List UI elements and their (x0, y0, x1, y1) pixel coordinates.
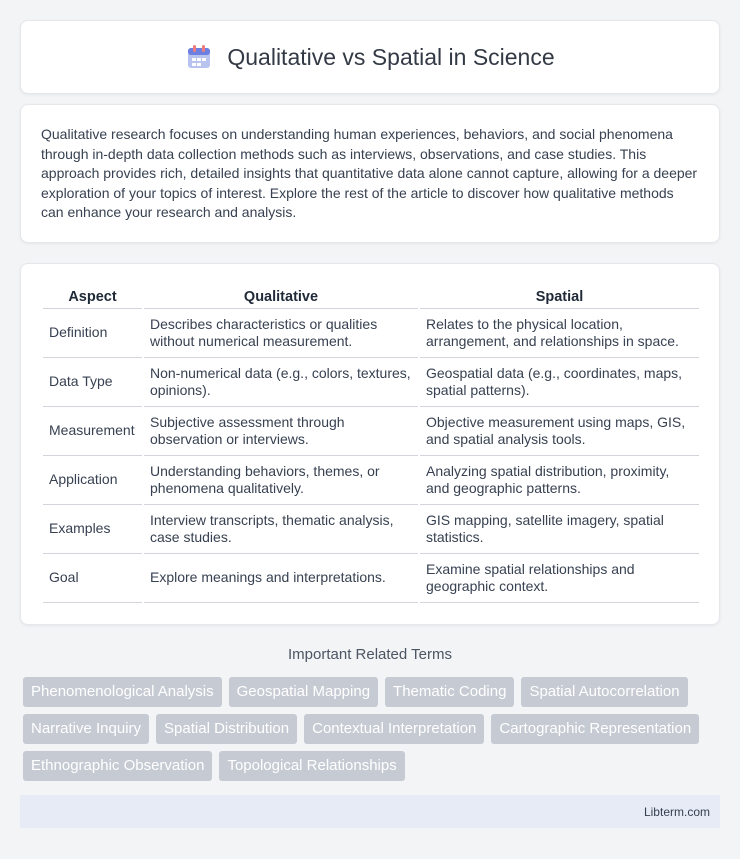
spatial-cell: Analyzing spatial distribution, proximity, and geographic patterns. (419, 456, 699, 505)
table-row (43, 309, 699, 358)
footer (20, 795, 720, 828)
aspect-cell: Measurement (43, 407, 143, 456)
aspect-cell: Examples (43, 505, 143, 554)
related-term-tag[interactable]: Topological Relationships (219, 751, 404, 781)
intro-card (20, 104, 720, 243)
spatial-cell: Geospatial data (e.g., coordinates, maps, spatial patterns). (419, 358, 699, 407)
comparison-card (20, 263, 720, 625)
table-row (43, 407, 699, 456)
related-term-tag[interactable]: Contextual Interpretation (304, 714, 484, 744)
table-header-row (43, 286, 699, 309)
related-term-tag[interactable]: Spatial Distribution (156, 714, 297, 744)
aspect-cell: Definition (43, 309, 143, 358)
related-term-tag[interactable]: Thematic Coding (385, 677, 514, 707)
table-row (43, 505, 699, 554)
footer-site-link[interactable]: Libterm.com (643, 805, 710, 819)
header-qualitative: Qualitative (143, 286, 419, 309)
qualitative-cell: Non-numerical data (e.g., colors, textures, opinions). (143, 358, 419, 407)
qualitative-cell: Describes characteristics or qualities without numerical measurement. (143, 309, 419, 358)
related-terms-list (23, 677, 723, 788)
spatial-cell: Examine spatial relationships and geographic context. (419, 554, 699, 603)
related-term-tag[interactable]: Cartographic Representation (491, 714, 699, 744)
header-aspect: Aspect (43, 286, 143, 309)
related-term-tag[interactable]: Ethnographic Observation (23, 751, 212, 781)
related-term-tag[interactable]: Geospatial Mapping (229, 677, 378, 707)
spatial-cell: Objective measurement using maps, GIS, and spatial analysis tools. (419, 407, 699, 456)
intro-text: Qualitative research focuses on understanding human experiences, behaviors, and social phenomena through in-depth data collection methods such as interviews, observations, and case studies. This approach provides rich, detailed insights that quantitative data alone cannot capture, allowing for a deeper exploration of your topics of interest. Explore the rest of the article to discover how qualitative methods can enhance your research and analysis. (41, 126, 698, 221)
related-term-tag[interactable]: Spatial Autocorrelation (521, 677, 687, 707)
header-card (20, 20, 720, 94)
qualitative-cell: Understanding behaviors, themes, or phenomena qualitatively. (143, 456, 419, 505)
spatial-cell: GIS mapping, satellite imagery, spatial statistics. (419, 505, 699, 554)
header-spatial: Spatial (419, 286, 699, 309)
qualitative-cell: Subjective assessment through observation or interviews. (143, 407, 419, 456)
page-title: Qualitative vs Spatial in Science (227, 43, 555, 70)
table-row (43, 358, 699, 407)
qualitative-cell: Explore meanings and interpretations. (143, 554, 419, 603)
table-row (43, 554, 699, 603)
related-term-tag[interactable]: Narrative Inquiry (23, 714, 149, 744)
table-row (43, 456, 699, 505)
related-terms-title: Important Related Terms (288, 646, 452, 663)
aspect-cell: Application (43, 456, 143, 505)
comparison-table (43, 286, 699, 603)
calendar-icon (185, 43, 213, 71)
aspect-cell: Goal (43, 554, 143, 603)
qualitative-cell: Interview transcripts, thematic analysis, case studies. (143, 505, 419, 554)
related-term-tag[interactable]: Phenomenological Analysis (23, 677, 222, 707)
aspect-cell: Data Type (43, 358, 143, 407)
spatial-cell: Relates to the physical location, arrangement, and relationships in space. (419, 309, 699, 358)
